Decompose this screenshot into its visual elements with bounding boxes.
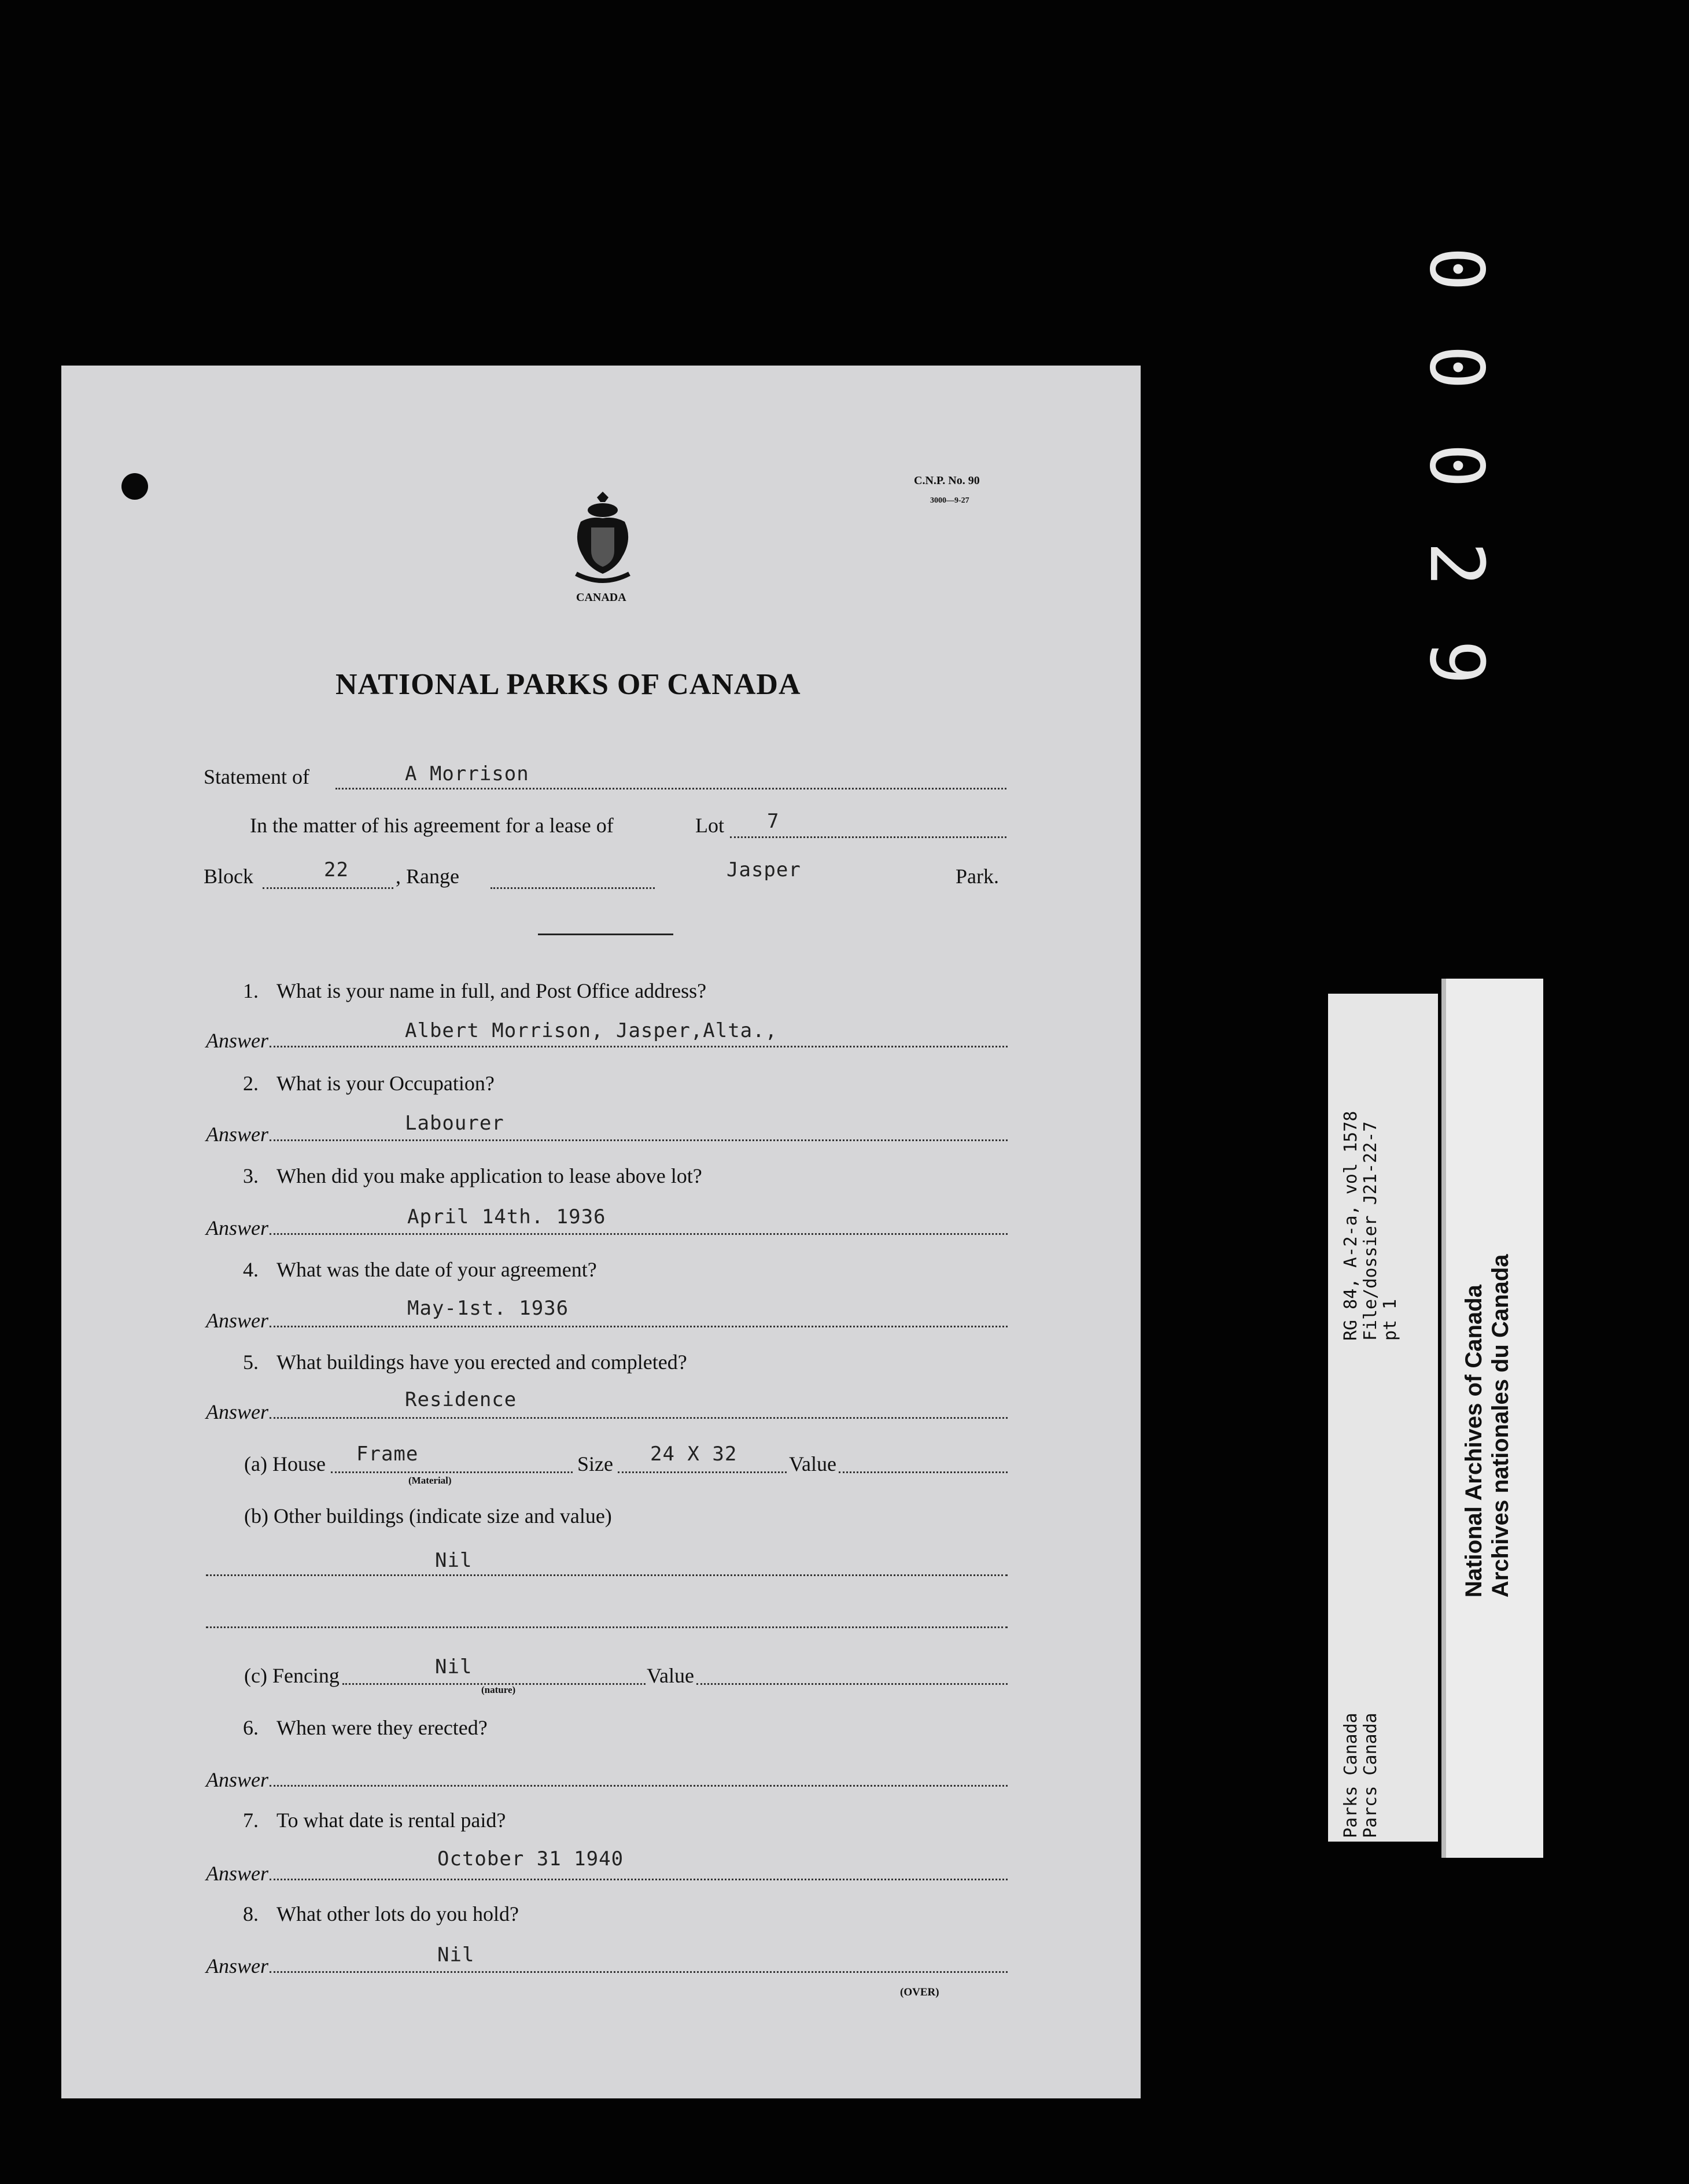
size-label: Size [577,1452,613,1475]
lot-label: Lot [695,814,724,837]
question-text: When were they erected? [276,1716,488,1739]
canada-crest-icon [568,487,637,585]
fill-line [270,1971,1008,1973]
statement-value: A Morrison [405,762,529,785]
question-text: To what date is rental paid? [276,1809,506,1832]
question-number: 2. [243,1072,259,1095]
question-number: 1. [243,979,259,1002]
question-text: What buildings have you erected and completed? [276,1351,687,1374]
fill-line [206,1626,1008,1628]
fill-line [270,1326,1008,1327]
park-label: Park. [956,865,999,888]
fill-line [491,887,655,889]
answer-value: Nil [437,1943,475,1967]
fill-line [618,1471,787,1473]
fill-line [270,1233,1008,1235]
form-number: C.N.P. No. 90 [914,474,980,487]
frame-digit: 0 [1413,345,1499,390]
answer-label: Answer [206,1768,268,1791]
answer-label: Answer [206,1954,268,1978]
archive-file: File/dossier J21-22-7 [1360,1121,1381,1341]
value-label: Value [789,1452,836,1475]
nature-caption: (nature) [481,1684,516,1695]
fill-line [270,1417,1008,1419]
fill-line [270,1139,1008,1141]
punch-hole [121,473,148,500]
question-text: What is your name in full, and Post Office address? [276,979,707,1002]
house-material-value: Frame [356,1443,419,1466]
other-buildings-label: (b) Other buildings (indicate size and value) [244,1504,612,1528]
archive-institution-label [1441,979,1543,1858]
answer-value: Residence [405,1388,517,1411]
frame-digit: 9 [1413,640,1499,685]
question-number: 5. [243,1351,259,1374]
parks-canada-fr: Parcs Canada [1360,1713,1381,1838]
answer-value: April 14th. 1936 [407,1205,606,1228]
fencing-label: (c) Fencing [244,1664,340,1687]
institution-en: National Archives of Canada [1461,1285,1487,1598]
question-number: 8. [243,1902,259,1925]
fill-line [270,1879,1008,1880]
fill-line [270,1046,1008,1047]
question-text: What was the date of your agreement? [276,1258,597,1281]
range-label: , Range [396,865,459,888]
question-text: When did you make application to lease above lot? [276,1164,702,1187]
block-value: 22 [324,858,349,881]
over-note: (OVER) [900,1986,939,1998]
house-label: (a) House [244,1452,326,1475]
answer-label: Answer [206,1862,268,1885]
park-value: Jasper [727,858,801,881]
fill-line [730,836,1006,838]
archive-reference-label [1328,994,1438,1842]
answer-label: Answer [206,1216,268,1239]
answer-label: Answer [206,1029,268,1052]
form-title: NATIONAL PARKS OF CANADA [335,668,801,701]
fill-line [839,1471,1008,1473]
archive-part: pt 1 [1380,1298,1400,1341]
fill-line [696,1683,1008,1685]
question-number: 3. [243,1164,259,1187]
other-buildings-value: Nil [435,1549,473,1572]
fill-line [331,1471,573,1473]
lot-value: 7 [767,810,780,833]
answer-label: Answer [206,1309,268,1332]
crest-caption: CANADA [576,591,626,604]
question-number: 4. [243,1258,259,1281]
question-text: What is your Occupation? [276,1072,495,1095]
material-caption: (Material) [408,1475,452,1486]
block-label: Block [204,865,253,888]
answer-label: Answer [206,1123,268,1146]
frame-digit: 2 [1413,541,1499,586]
frame-digit: 0 [1413,443,1499,488]
question-text: What other lots do you hold? [276,1902,519,1925]
fill-line [270,1785,1008,1787]
answer-label: Answer [206,1400,268,1423]
answer-value: May-1st. 1936 [407,1297,569,1320]
parks-canada-en: Parks Canada [1341,1713,1361,1838]
frame-number [1413,220,1499,711]
statement-label: Statement of [204,765,309,788]
divider [538,934,673,935]
fencing-value: Nil [435,1655,473,1678]
fill-line [335,788,1006,790]
fill-line [263,887,393,889]
matter-label: In the matter of his agreement for a lease of [250,814,614,837]
answer-value: Albert Morrison, Jasper,Alta., [405,1019,778,1042]
institution-fr: Archives nationales du Canada [1488,1254,1513,1598]
frame-digit: 0 [1413,246,1499,292]
question-number: 7. [243,1809,259,1832]
fill-line [206,1574,1008,1576]
house-size-value: 24 X 32 [650,1443,737,1466]
archive-reference: RG 84, A-2-a, vol 1578 [1341,1111,1361,1341]
print-code: 3000—9-27 [930,496,969,505]
question-number: 6. [243,1716,259,1739]
answer-value: October 31 1940 [437,1847,624,1871]
fencing-value-label: Value [647,1664,694,1687]
answer-value: Labourer [405,1112,504,1135]
